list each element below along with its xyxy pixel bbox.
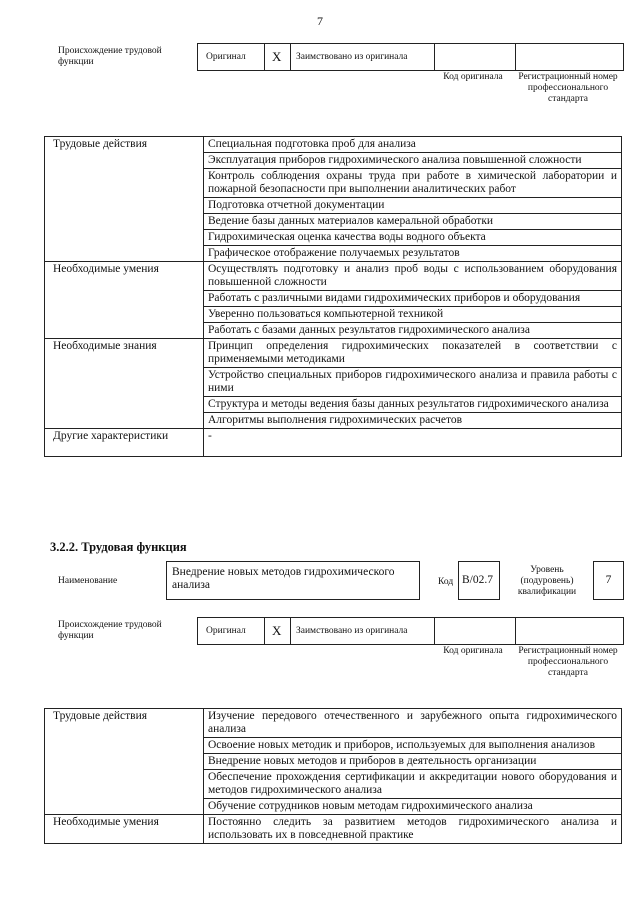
name-value: Внедрение новых методов гидрохимического анализа	[172, 566, 395, 591]
other-label: Другие характеристики	[45, 429, 204, 457]
code-value: B/02.7	[462, 574, 493, 586]
action-item: Контроль соблюдения охраны труда при работе в химической лаборатории и пожарной безопасности при выполнении аналитических работ	[204, 169, 622, 198]
name-box	[166, 561, 420, 600]
knowledge-label: Необходимые знания	[45, 339, 204, 429]
reg-caption: Регистрационный номер профессионального стандарта	[518, 72, 618, 104]
code-box	[458, 561, 500, 600]
code-caption: Код оригинала	[443, 646, 503, 656]
section-heading: 3.2.2. Трудовая функция	[50, 540, 187, 554]
origin-label: Происхождение трудовой функции	[58, 46, 162, 67]
functions-table	[44, 136, 622, 457]
action-item: Специальная подготовка проб для анализа	[204, 137, 622, 153]
action-item: Обеспечение прохождения сертификации и аккредитации нового оборудования и методов гидрохимического анализа	[204, 770, 622, 799]
level-label: Уровень (подуровень) квалификации	[517, 565, 577, 597]
origin-box	[197, 617, 624, 645]
knowledge-item: Принцип определения гидрохимических показателей в соответствии с применяемыми методиками	[204, 339, 622, 368]
reg-caption: Регистрационный номер профессионального стандарта	[518, 646, 618, 678]
action-item: Эксплуатация приборов гидрохимического анализа повышенной сложности	[204, 153, 622, 169]
knowledge-item: Структура и методы ведения базы данных результатов гидрохимического анализа	[204, 397, 622, 413]
table-row	[45, 709, 622, 738]
action-item: Подготовка отчетной документации	[204, 198, 622, 214]
table-row	[45, 429, 622, 457]
origin-original: Оригинал	[206, 52, 246, 62]
table-row	[45, 137, 622, 153]
name-label: Наименование	[58, 576, 118, 586]
skills-label: Необходимые умения	[45, 815, 204, 844]
origin-box	[197, 43, 624, 71]
action-item: Гидрохимическая оценка качества воды водного объекта	[204, 230, 622, 246]
skill-item: Постоянно следить за развитием методов гидрохимического анализа и использовать их в повседневной практике	[204, 815, 622, 844]
skill-item: Осуществлять подготовку и анализ проб воды с использованием оборудования повышенной сложности	[204, 262, 622, 291]
actions-label: Трудовые действия	[45, 709, 204, 815]
knowledge-item: Устройство специальных приборов гидрохимического анализа и правила работы с ними	[204, 368, 622, 397]
code-label: Код	[438, 577, 454, 587]
functions-table-2	[44, 708, 622, 844]
action-item: Обучение сотрудников новым методам гидрохимического анализа	[204, 799, 622, 815]
origin-mark: X	[272, 49, 282, 64]
level-value: 7	[605, 574, 612, 586]
action-item: Графическое отображение получаемых результатов	[204, 246, 622, 262]
action-item: Изучение передового отечественного и зарубежного опыта гидрохимического анализа	[204, 709, 622, 738]
action-item: Внедрение новых методов и приборов в деятельность организации	[204, 754, 622, 770]
table-row	[45, 339, 622, 368]
page-number: 7	[317, 14, 323, 28]
action-item: Ведение базы данных материалов камеральной обработки	[204, 214, 622, 230]
origin-mark: X	[272, 623, 282, 638]
knowledge-item: Алгоритмы выполнения гидрохимических расчетов	[204, 413, 622, 429]
origin-label: Происхождение трудовой функции	[58, 620, 162, 641]
action-item: Освоение новых методик и приборов, используемых для выполнения анализов	[204, 738, 622, 754]
origin-original: Оригинал	[206, 626, 246, 636]
code-caption: Код оригинала	[443, 72, 503, 82]
other-value: -	[204, 429, 622, 457]
skill-item: Уверенно пользоваться компьютерной техникой	[204, 307, 622, 323]
table-row	[45, 262, 622, 291]
skills-label: Необходимые умения	[45, 262, 204, 339]
actions-label: Трудовые действия	[45, 137, 204, 262]
origin-borrowed: Заимствовано из оригинала	[296, 626, 408, 636]
origin-borrowed: Заимствовано из оригинала	[296, 52, 408, 62]
skill-item: Работать с различными видами гидрохимических приборов и оборудования	[204, 291, 622, 307]
level-box	[593, 561, 624, 600]
skill-item: Работать с базами данных результатов гидрохимического анализа	[204, 323, 622, 339]
table-row	[45, 815, 622, 844]
